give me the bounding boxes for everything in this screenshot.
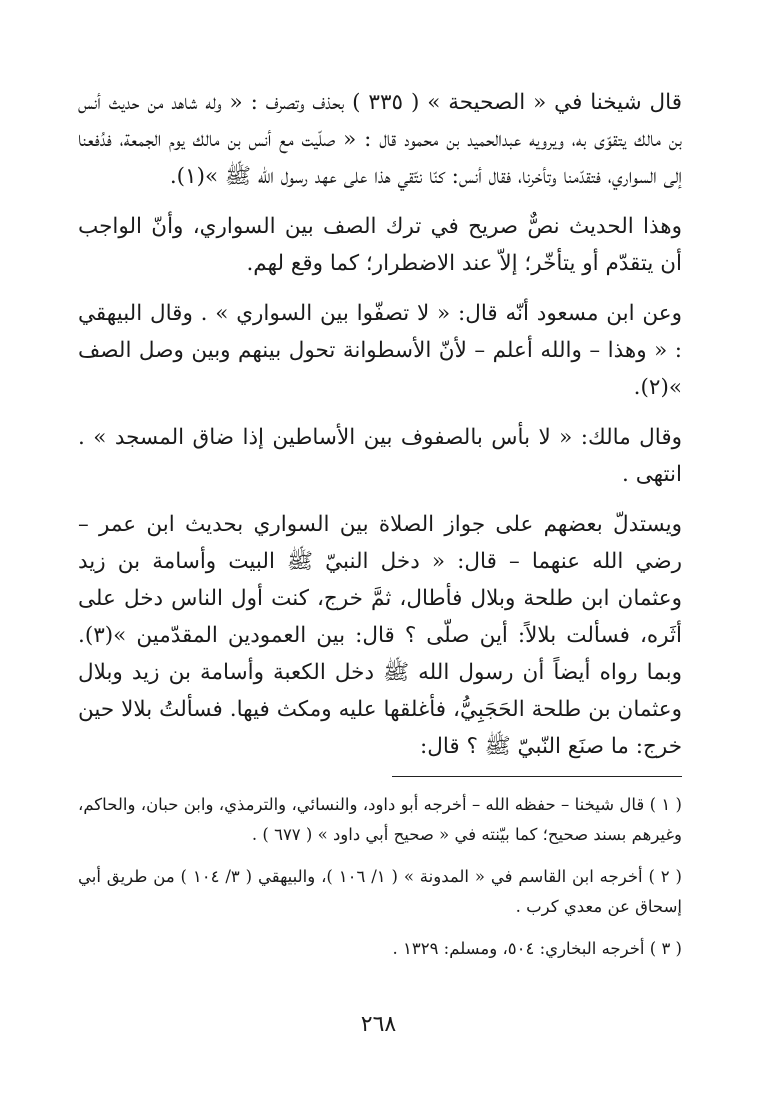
paragraph-4: وقال مالك: « لا بأس بالصفوف بين الأساطين إذا ضاق المسجد » . انتهى . (78, 425, 682, 487)
main-text (78, 84, 682, 778)
footnote-1: ( ١ ) قال شيخنا – حفظه الله – أخرجه أبو داود، والنسائي، والترمذي، وابن حبان، والحاكم، وغيرهم بسند صحيح؛ كما بيّنته في « صحيح أبي داود » ( ٦٧٧ ) . (78, 795, 682, 844)
paragraph-5: ويستدلّ بعضهم على جواز الصلاة بين السواري بحديث ابن عمر – رضي الله عنهما – قال: « دخل النبيّ ﷺ البيت وأسامة بن زيد وعثمان ابن طلحة وبلال فأطال، ثمَّ خرج، كنت أول الناس دخل على أثَره، فسألت بلالاً: أين صلّى ؟ قال: بين العمودين المقدّمين »(٣). وبما رواه أيضاً أن رسول الله ﷺ دخل الكعبة وأسامة بن زيد وبلال وعثمان بن طلحة الحَجَبِيُّ، فأغلقها عليه ومكث فيها. فسألتُ بلالا حين خرج: ما صنَع النّبيّ ﷺ ؟ قال: (78, 512, 682, 759)
footnote-separator (392, 776, 682, 777)
page-number: ٢٦٨ (360, 1012, 397, 1037)
footnote-2: ( ٢ ) أخرجه ابن القاسم في « المدونة » ( ١/ ١٠٦ )، والبيهقي ( ٣/ ١٠٤ ) من طريق أبي إسحاق عن معدي كرب . (78, 867, 682, 916)
paragraph-1: قال شيخنا في « الصحيحة » ( ٣٣٥ ) بحذف وتصرف : « وله شاهد من حديث أنس بن مالك يتقوّى به، ويرويه عبدالحميد بن محمود قال : « صلّيت مع أنس بن مالك يوم الجمعة، فدُفعنا إلى السواري، فتقدّمنا وتأخرنا، فقال أنس: كنّا نتّقي هذا على عهد رسول الله ﷺ »(١). (78, 90, 682, 189)
footnotes (78, 790, 682, 976)
paragraph-3: وعن ابن مسعود أنّه قال: « لا تصفّوا بين السواري » . وقال البيهقي : « وهذا – والله أعلم – لأنّ الأسطوانة تحول بينهم وبين وصل الصف »(٢). (78, 301, 682, 400)
footnote-3: ( ٣ ) أخرجه البخاري: ٥٠٤، ومسلم: ١٣٢٩ . (392, 939, 682, 958)
paragraph-2: وهذا الحديث نصٌّ صريح في ترك الصف بين السواري، وأنّ الواجب أن يتقدّم أو يتأخّر؛ إلاّ عند الاضطرار؛ كما وقع لهم. (78, 214, 682, 276)
